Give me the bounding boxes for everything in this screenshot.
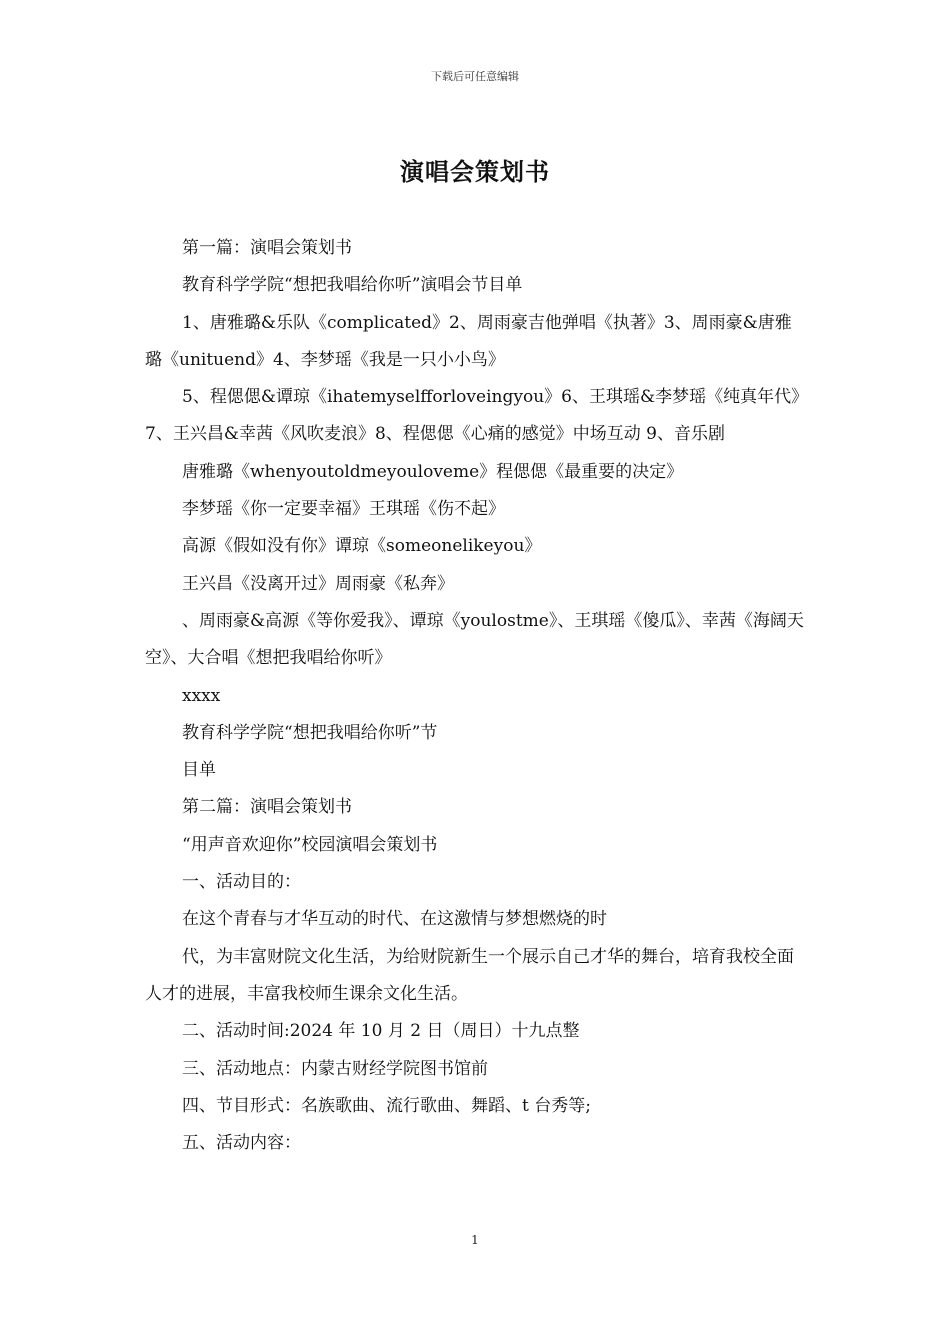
paragraph: 四、节目形式：名族歌曲、流行歌曲、舞蹈、t 台秀等; <box>182 1095 591 1116</box>
paragraph: 代，为丰富财院文化生活，为给财院新生一个展示自己才华的舞台，培育我校全面人才的进展，丰富我校师生课余文化生活。 <box>145 946 794 1004</box>
document-title: 演唱会策划书 <box>400 157 550 186</box>
paragraph: 唐雅璐《whenyoutoldmeyouloveme》程偲偲《最重要的决定》 <box>182 461 684 482</box>
paragraph: 教育科学学院“想把我唱给你听”演唱会节目单 <box>182 275 523 296</box>
paragraph: 目单 <box>182 760 216 781</box>
paragraph: 高源《假如没有你》谭琼《someonelikeyou》 <box>182 536 542 557</box>
paragraph: 二、活动时间:2024 年 10 月 2 日（周日）十九点整 <box>182 1021 580 1042</box>
paragraph: 五、活动内容： <box>182 1133 301 1154</box>
paragraph: 李梦瑶《你一定要幸福》王琪瑶《伤不起》 <box>182 499 505 520</box>
paragraph: 王兴昌《没离开过》周雨豪《私奔》 <box>182 573 454 594</box>
paragraph: 第二篇：演唱会策划书 <box>182 797 352 818</box>
paragraph: 5、程偲偲&谭琼《ihatemyselfforloveingyou》6、王琪瑶&李梦瑶《纯真年代》7、王兴昌&幸茜《风吹麦浪》8、程偲偲《心痛的感觉》中场互动 9、音乐剧 <box>145 387 800 445</box>
page-header-note: 下载后可任意编辑 <box>431 70 519 83</box>
paragraph: xxxx <box>182 685 221 706</box>
paragraph: 一、活动目的： <box>182 872 301 893</box>
paragraph: 1、唐雅璐&乐队《complicated》2、周雨豪吉他弹唱《执著》3、周雨豪&唐雅璐《unituend》4、李梦瑶《我是一只小小鸟》 <box>145 312 792 370</box>
page-number: 1 <box>471 1233 479 1247</box>
paragraph: 、周雨豪&高源《等你爱我》、谭琼《youlostme》、王琪瑶《傻瓜》、幸茜《海阔天空》、大合唱《想把我唱给你听》 <box>145 610 804 669</box>
paragraph: 三、活动地点：内蒙古财经学院图书馆前 <box>182 1058 488 1079</box>
paragraph: 在这个青春与才华互动的时代、在这激情与梦想燃烧的时 <box>182 909 607 930</box>
document-body <box>145 230 807 1162</box>
paragraph: “用声音欢迎你”校园演唱会策划书 <box>182 834 438 855</box>
paragraph: 教育科学学院“想把我唱给你听”节 <box>182 722 438 743</box>
paragraph: 第一篇：演唱会策划书 <box>182 238 352 258</box>
